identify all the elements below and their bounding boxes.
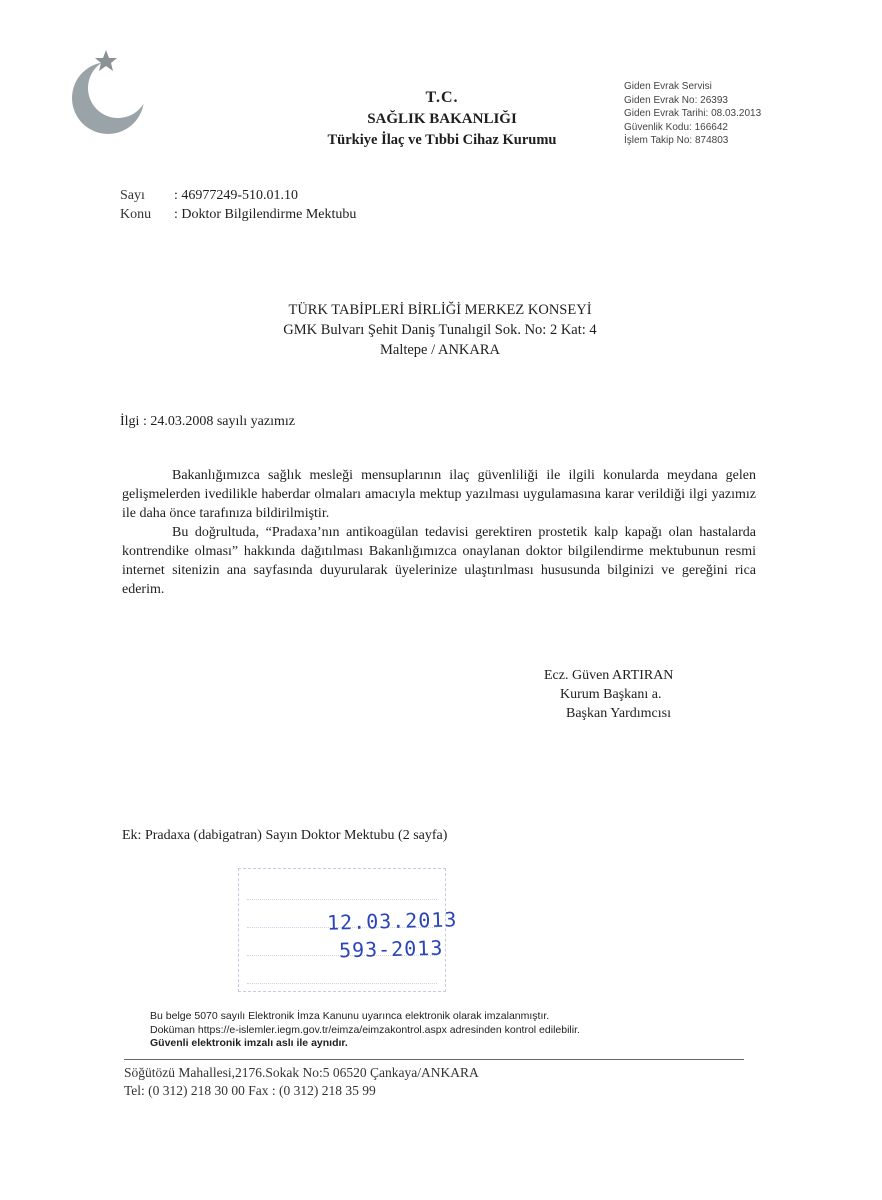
signer-name: Ecz. Güven ARTIRAN [544,668,674,683]
sayi-row [120,186,356,205]
letter-body [122,466,756,599]
process-tracking-number: İşlem Takip No: 874803 [624,135,729,147]
konu-label: Konu [120,207,152,222]
signature-block [544,666,673,723]
esign-original: Güvenli elektronik imzalı aslı ile aynıdır. [150,1037,348,1049]
letterhead-institution: Türkiye İlaç ve Tıbbi Cihaz Kurumu [327,132,557,148]
konu-row [120,205,356,224]
stamp-number: 593-2013 [338,935,444,963]
signer-role: Başkan Yardımcısı [566,706,671,721]
sayi-label: Sayı [120,188,145,203]
crescent-star-emblem [66,48,156,138]
electronic-signature-note [150,1010,580,1051]
letterhead [262,88,622,150]
body-paragraph: Bakanlığımızca sağlık mesleği mensuplarının ilaç güvenliliği ile ilgili konularda meydana gelen gelişmelerden ivedilikle haberdar olmaları amacıyla mektup yazılması uygulamasına karar verildiği ilgi yazımız ile daha önce tarafınıza bildirilmiştir. [122,468,756,521]
recipient-city: Maltepe / ANKARA [379,342,500,358]
outgoing-document-info [624,80,761,148]
footer-divider [124,1059,744,1060]
recipient-name: TÜRK TABİPLERİ BİRLİĞİ MERKEZ KONSEYİ [288,302,592,318]
konu-value: : Doktor Bilgilendirme Mektubu [174,207,357,222]
stamp-date: 12.03.2013 [326,907,458,935]
letterhead-tc: T.C. [425,89,459,106]
footer-address: Söğütözü Mahallesi,2176.Sokak No:5 06520 Çankaya/ANKARA [124,1065,479,1080]
ilgi-reference: İlgi : 24.03.2008 sayılı yazımız [120,414,295,429]
footer [124,1064,479,1100]
security-code: Güvenlik Kodu: 166642 [624,121,728,133]
letterhead-ministry: SAĞLIK BAKANLIĞI [367,111,517,127]
attachment-note: Ek: Pradaxa (dabigatran) Sayın Doktor Mektubu (2 sayfa) [122,828,448,843]
signer-title: Kurum Başkanı a. [560,687,662,702]
body-paragraph: Bu doğrultuda, “Pradaxa’nın antikoagülan tedavisi gerektiren prostetik kalp kapağı olan hastalarda kontrendike olması” hakkında dağıtılması Bakanlığımızca onaylanan doktor bilgilendirme mektubunun resmi internet sitenizin ana sayfasında duyurularak üyelerinize ulaştırılması hususunda bilginizi ve gereğini rica ederim. [122,525,756,597]
recipient-address [200,300,680,360]
reference-block [120,186,356,224]
received-stamp [238,868,458,992]
tracking-date: Giden Evrak Tarihi: 08.03.2013 [624,108,762,120]
tracking-number: Giden Evrak No: 26393 [624,94,728,106]
esign-law: Bu belge 5070 sayılı Elektronik İmza Kanunu uyarınca elektronik olarak imzalanmıştır. [150,1010,550,1022]
recipient-street: GMK Bulvarı Şehit Daniş Tunalıgil Sok. No: 2 Kat: 4 [283,322,597,338]
sayi-value: : 46977249-510.01.10 [174,188,299,203]
tracking-service: Giden Evrak Servisi [624,81,712,92]
footer-phone: Tel: (0 312) 218 30 00 Fax : (0 312) 218 35 99 [124,1083,376,1098]
esign-verify: Doküman https://e-islemler.iegm.gov.tr/eimza/eimzakontrol.aspx adresinden kontrol edilebilir. [150,1023,580,1036]
